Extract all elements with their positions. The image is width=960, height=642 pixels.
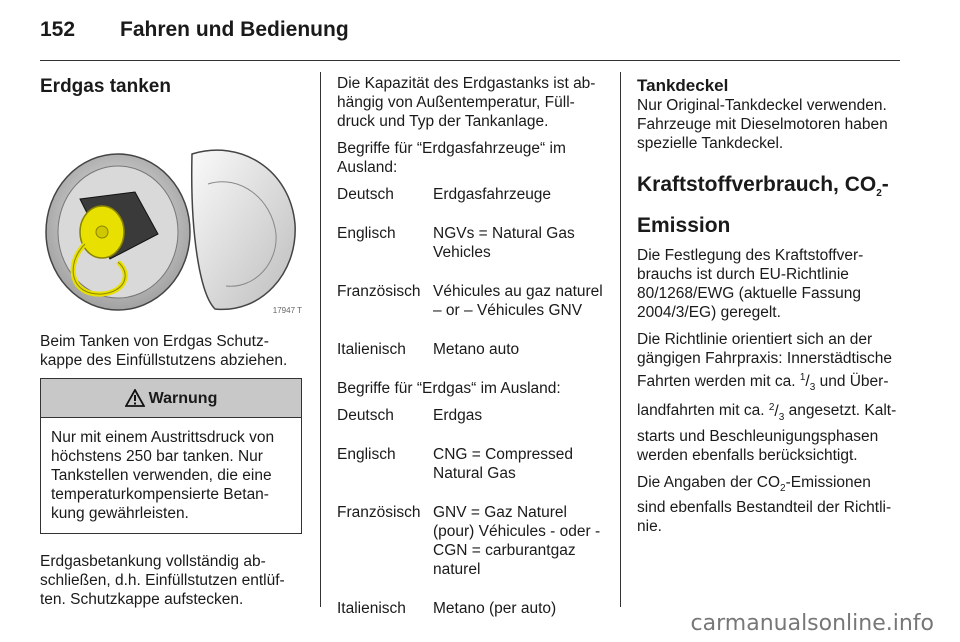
language-cell: Französisch [337, 504, 421, 521]
warning-text: Nur mit einem Austrittsdruck von höchstens 250 bar tanken. Nur Tankstellen verwenden, die eine temperaturkompensierte Betan-kung gewährleisten. [51, 429, 275, 522]
text-run: angesetzt. Kalt-starts und Beschleunigungsphasen werden ebenfalls berücksichtigt. [637, 402, 897, 464]
section-title: Erdgas tanken [40, 76, 171, 97]
paragraph: Die Kapazität des Erdgastanks ist ab-hängig von Außentemperatur, Füll-druck und Typ der Tankanlage. [337, 75, 596, 130]
tankdeckel-heading: Tankdeckel [637, 76, 729, 95]
text-run: Die Richtlinie orientiert sich an der gängigen Fahrpraxis: Innerstädtische Fahrten werden mit ca. [637, 331, 893, 391]
paragraph: Erdgasbetankung vollständig ab-schließen, d.h. Einfüllstutzen entlüf-ten. Schutzkappe aufstecken. [40, 553, 285, 608]
table-row [337, 503, 605, 541]
terms-intro: Begriffe für “Erdgasfahrzeuge“ im Ausland: [337, 140, 566, 176]
terms-table-vehicles [337, 185, 605, 367]
terms-table-gas [337, 406, 605, 626]
language-cell: Englisch [337, 446, 396, 463]
heading-text: -Emission [637, 173, 889, 238]
column-divider-1 [320, 72, 321, 607]
column-divider-2 [620, 72, 621, 607]
warning-title: Warnung [148, 389, 218, 407]
fuel-door [192, 150, 295, 309]
term-cell: GNV = Gaz Naturel (pour) Véhicules - oder - [433, 504, 601, 540]
warning-triangle-icon [125, 389, 145, 407]
fraction-numerator: 1 [799, 372, 806, 384]
table-row [337, 599, 605, 626]
term-cell: Metano auto [433, 341, 520, 358]
column-1 [40, 74, 302, 617]
paragraph: Beim Tanken von Erdgas Schutz-kappe des Einfüllstutzens abziehen. [40, 333, 288, 369]
subscript: 2 [780, 482, 786, 494]
running-title: Fahren und Bedienung [120, 18, 349, 41]
emission-heading [637, 169, 903, 242]
fraction-two-thirds: $^2/_3$ [768, 401, 785, 423]
language-cell: Italienisch [337, 341, 406, 358]
heading-subscript: 2 [876, 188, 882, 200]
language-cell: Französisch [337, 283, 421, 300]
table-row [337, 541, 605, 599]
term-cell: CGN = carburantgaz naturel [433, 542, 576, 578]
language-cell: Italienisch [337, 600, 406, 617]
term-cell: Véhicules au gaz naturel – or – Véhicules GNV [433, 283, 603, 319]
paragraph [637, 473, 903, 536]
table-row [337, 224, 605, 282]
fraction-denominator: 3 [809, 382, 816, 394]
text-run: Die Angaben der CO [637, 473, 781, 491]
header-rule [40, 60, 900, 61]
terms-intro: Begriffe für “Erdgas“ im Ausland: [337, 380, 561, 397]
paragraph [637, 330, 903, 465]
term-cell: NGVs = Natural Gas Vehicles [433, 225, 575, 261]
language-cell: Englisch [337, 225, 396, 242]
watermark: carmanualsonline.info [690, 611, 934, 636]
term-cell: Metano (per auto) [433, 600, 557, 617]
fuel-filler-illustration [40, 114, 302, 322]
fraction-one-third: $^1/_3$ [799, 372, 816, 394]
table-row [337, 185, 605, 224]
paragraph: Die Festlegung des Kraftstoffver-brauchs ist durch EU-Richtlinie 80/1268/EWG (aktuelle Fassung 2004/3/EG) geregelt. [637, 247, 864, 322]
heading-text: Kraftstoffverbrauch, CO [637, 173, 877, 196]
term-cell: Erdgasfahrzeuge [433, 186, 552, 203]
table-row [337, 282, 605, 340]
fraction-numerator: 2 [768, 401, 775, 413]
filler-drawing [40, 114, 302, 322]
page-number: 152 [40, 18, 76, 41]
column-2 [337, 74, 605, 638]
language-cell: Deutsch [337, 186, 394, 203]
page-header [40, 18, 900, 58]
figure-id: 17947 T [272, 306, 302, 315]
fraction-denominator: 3 [778, 411, 785, 423]
text-run: und Über-landfahrten mit ca. [637, 373, 889, 420]
paragraph: Nur Original-Tankdeckel verwenden. Fahrzeuge mit Dieselmotoren haben spezielle Tankdeckel. [637, 97, 888, 152]
warning-header [41, 379, 301, 418]
language-cell: Deutsch [337, 407, 394, 424]
warning-box [40, 378, 302, 534]
table-row [337, 340, 605, 367]
column-3 [637, 74, 903, 544]
table-row [337, 445, 605, 503]
table-row [337, 406, 605, 445]
language-cell [337, 541, 433, 599]
text-run: -Emissionen sind ebenfalls Bestandteil der Richtli-nie. [637, 473, 892, 535]
term-cell: CNG = Compressed Natural Gas [433, 446, 573, 482]
term-cell: Erdgas [433, 407, 483, 424]
